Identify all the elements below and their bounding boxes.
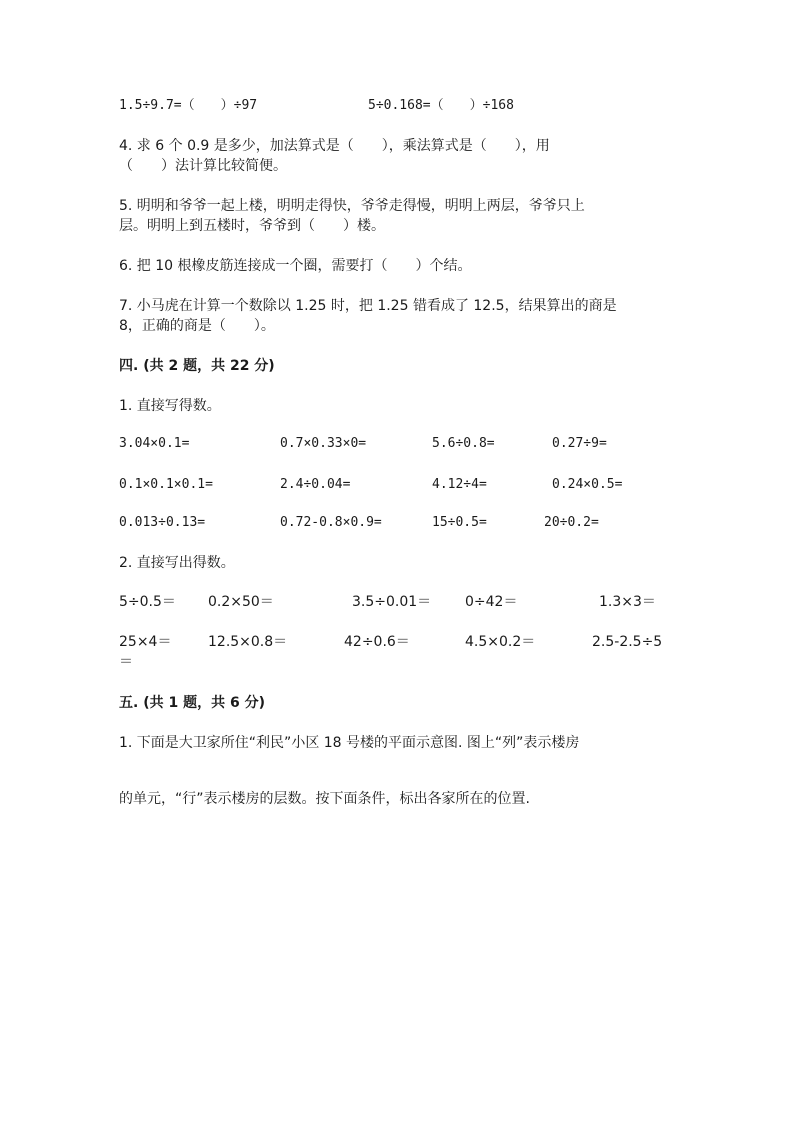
calc-item: 0.2×50＝ (208, 594, 274, 610)
section-4-heading: 四. (共 2 题，共 22 分) (119, 358, 275, 374)
calc-item: 25×4＝ (119, 634, 172, 650)
section-4-question-2: 2. 直接写出得数。 (119, 555, 235, 571)
section-5-heading: 五. (共 1 题，共 6 分) (119, 695, 265, 711)
calc-item: 3.04×0.1= (119, 436, 190, 451)
calc-item: 5÷0.5＝ (119, 594, 176, 610)
calc-item: 20÷0.2= (544, 515, 599, 530)
calc-item: 2.4÷0.04= (280, 477, 351, 492)
question-4-line-2: （ ）法计算比较简便。 (119, 158, 287, 174)
calc-item: 3.5÷0.01＝ (352, 594, 432, 610)
section-5-question-1-line-1: 1. 下面是大卫家所住“利民”小区 18 号楼的平面示意图. 图上“列”表示楼房 (119, 735, 580, 751)
calc-item: 0.7×0.33×0= (280, 436, 367, 451)
calc-item: 1.3×3＝ (599, 594, 656, 610)
question-5-line-1: 5. 明明和爷爷一起上楼，明明走得快，爷爷走得慢，明明上两层，爷爷只上 (119, 198, 585, 214)
calc-item-wrap: ＝ (119, 654, 133, 670)
question-7-line-2: 8，正确的商是（ ）。 (119, 318, 275, 334)
section-4-question-1: 1. 直接写得数。 (119, 398, 221, 414)
question-5-line-2: 层。明明上到五楼时，爷爷到（ ）楼。 (119, 218, 385, 234)
question-6: 6. 把 10 根橡皮筋连接成一个圈，需要打（ ）个结。 (119, 258, 472, 274)
calc-item: 4.5×0.2＝ (465, 634, 536, 650)
calc-item: 5.6÷0.8= (432, 436, 495, 451)
section-5-question-1-line-2: 的单元，“行”表示楼房的层数。按下面条件，标出各家所在的位置. (119, 791, 530, 807)
fill-line-1b: 5÷0.168=（ ）÷168 (368, 98, 514, 113)
calc-item: 0.013÷0.13= (119, 515, 206, 530)
calc-item: 0÷42＝ (465, 594, 518, 610)
calc-item: 0.1×0.1×0.1= (119, 477, 213, 492)
calc-item: 0.27÷9= (552, 436, 607, 451)
calc-item: 0.72-0.8×0.9= (280, 515, 382, 530)
fill-line-1a: 1.5÷9.7=（ ）÷97 (119, 98, 258, 113)
calc-item: 15÷0.5= (432, 515, 487, 530)
calc-item: 2.5-2.5÷5 (592, 634, 663, 650)
calc-item: 12.5×0.8＝ (208, 634, 288, 650)
calc-item: 4.12÷4= (432, 477, 487, 492)
calc-item: 0.24×0.5= (552, 477, 623, 492)
calc-item: 42÷0.6＝ (344, 634, 410, 650)
question-4-line-1: 4. 求 6 个 0.9 是多少，加法算式是（ ），乘法算式是（ ），用 (119, 138, 550, 154)
question-7-line-1: 7. 小马虎在计算一个数除以 1.25 时，把 1.25 错看成了 12.5，结果算出的商是 (119, 298, 617, 314)
